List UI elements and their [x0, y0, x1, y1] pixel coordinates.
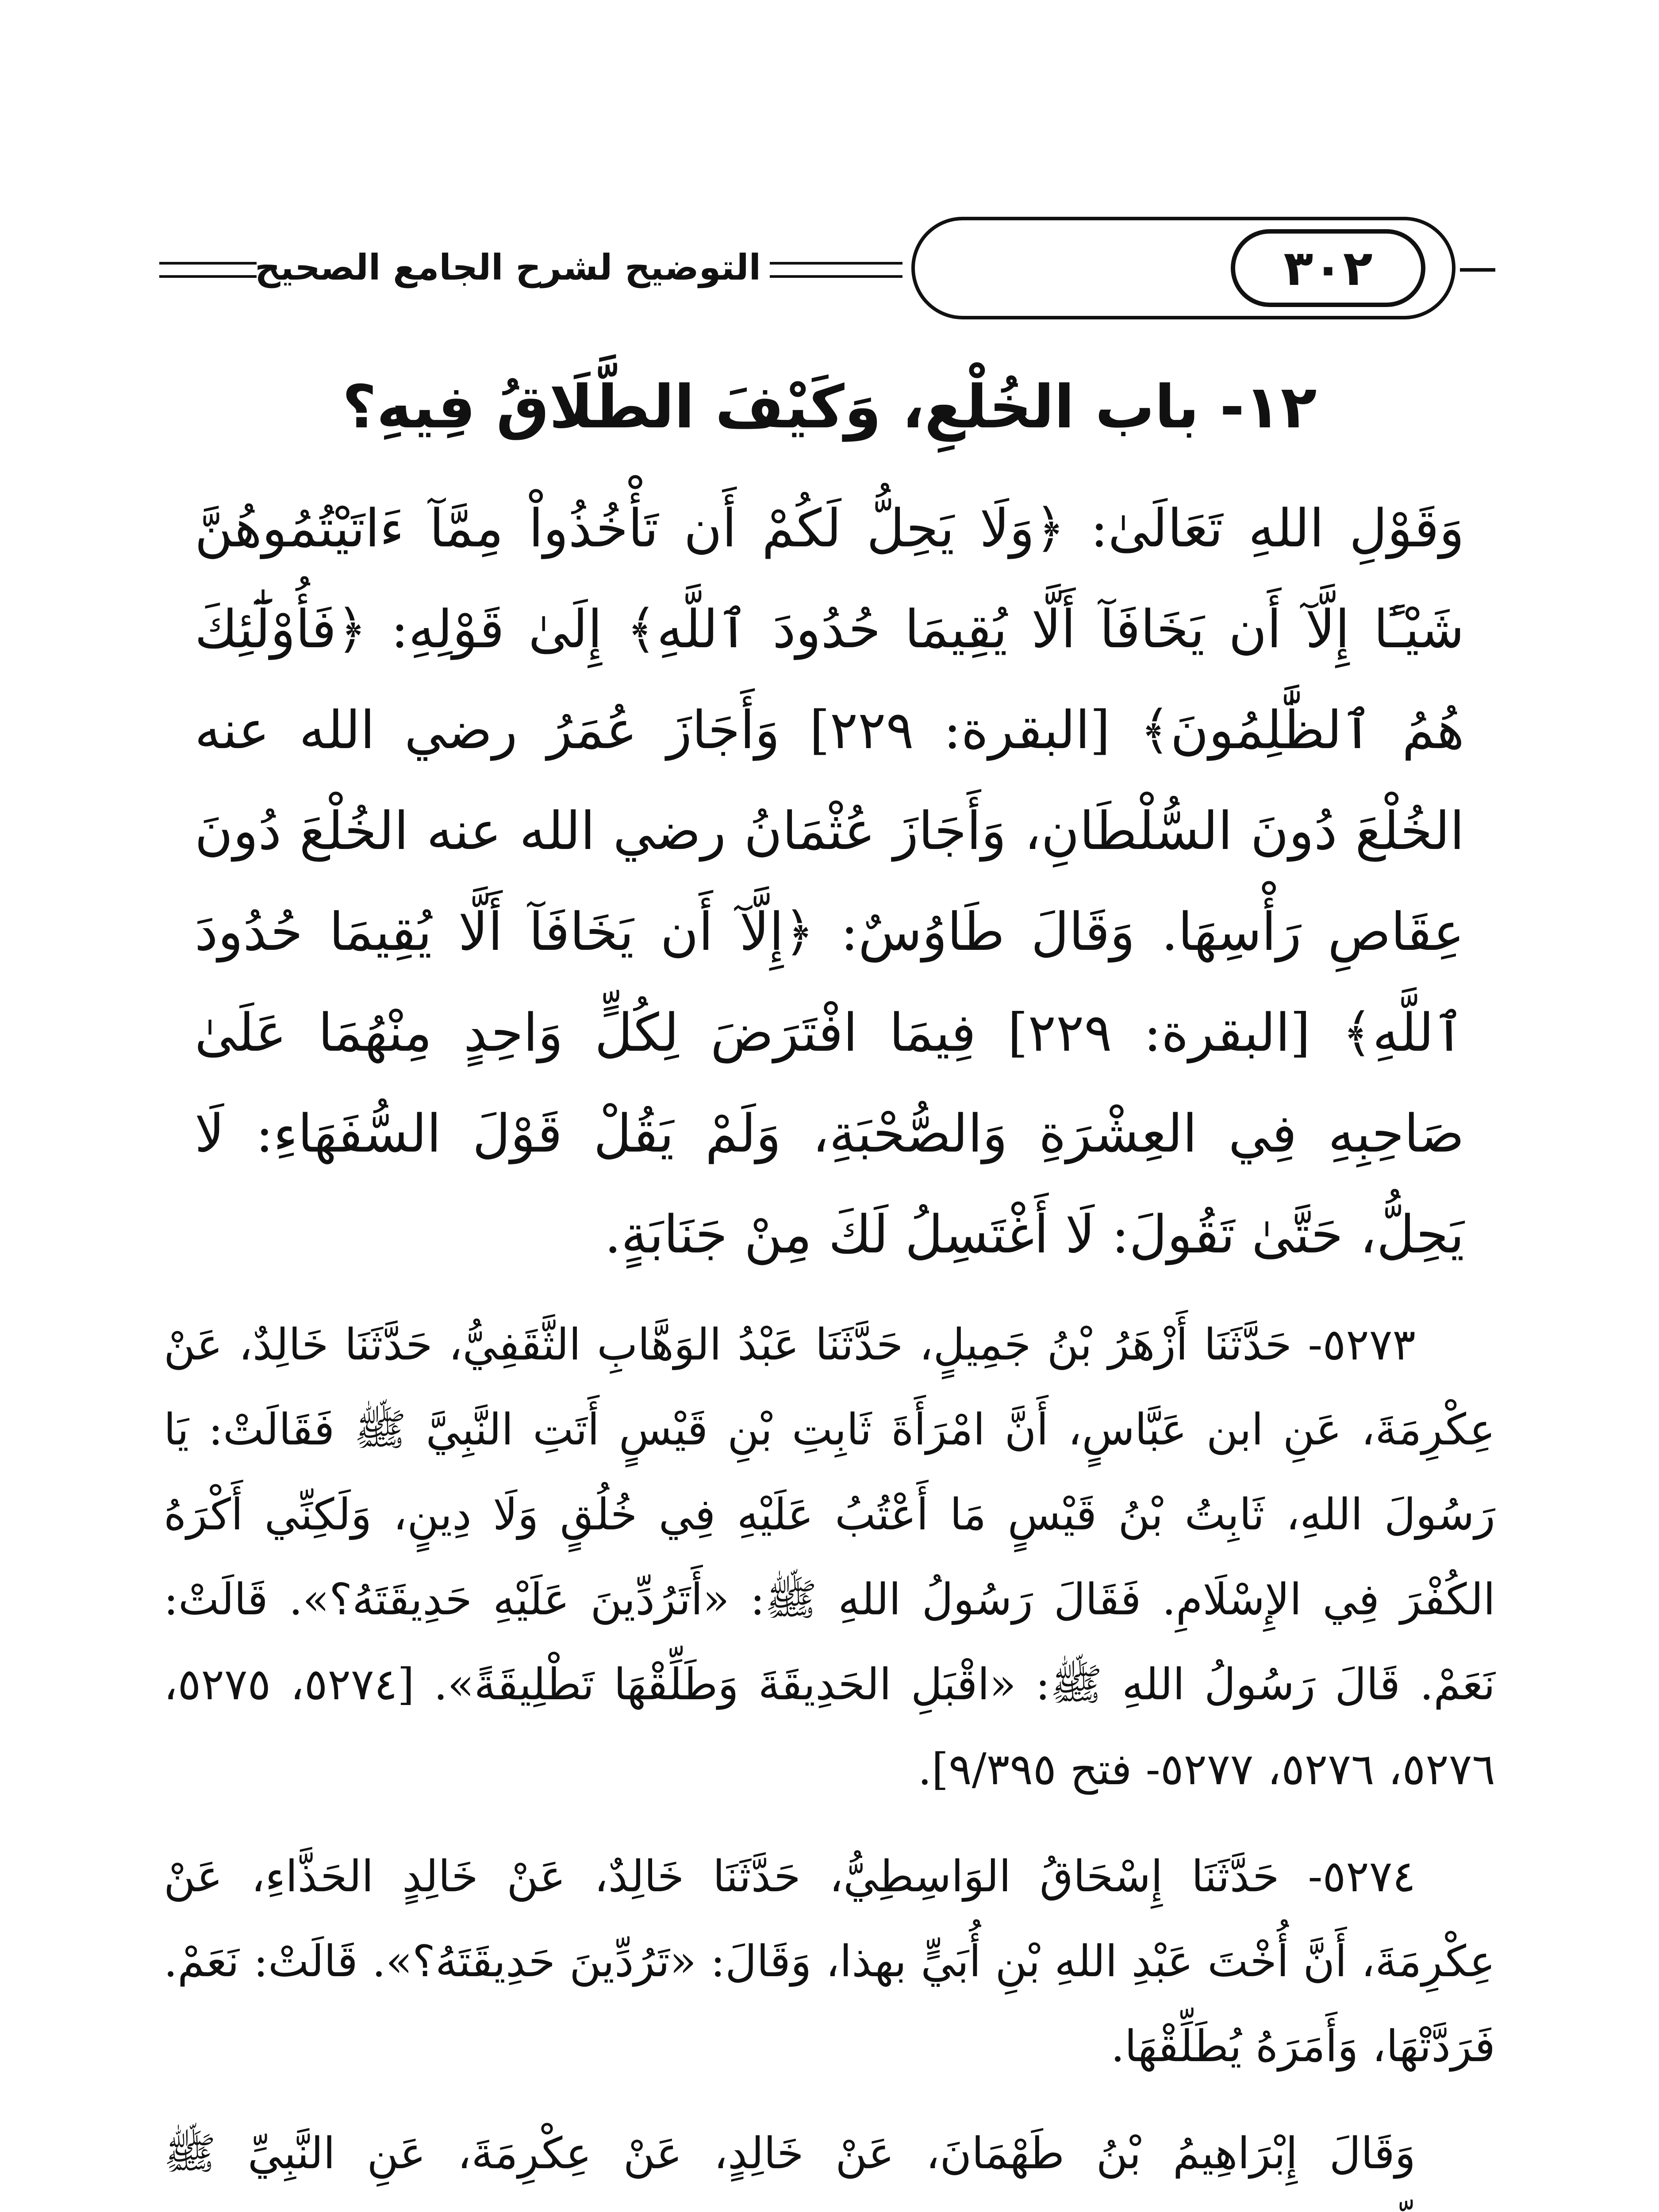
page-number-ornament [911, 217, 1455, 319]
header-rule [770, 275, 902, 278]
header-rule [159, 275, 257, 278]
chapter-title: ١٢- باب الخُلْعِ، وَكَيْفَ الطَّلَاقُ فِيهِ؟ [342, 373, 1317, 442]
page-body [164, 363, 1495, 2212]
page-number: ٣٠٢ [1231, 229, 1425, 307]
hadith-paragraph: ٥٢٧٣- حَدَّثَنَا أَزْهَرُ بْنُ جَمِيلٍ، حَدَّثَنَا عَبْدُ الوَهَّابِ الثَّقَفِيُّ، حَدَّثَنَا خَالِدٌ، عَنْ عِكْرِمَةَ، عَنِ ابن عَبَّاسٍ، أَنَّ امْرَأَةَ ثَابِتِ بْنِ قَيْسٍ أَتَتِ النَّبِيَّ ﷺ فَقَالَتْ: يَا رَسُولَ اللهِ، ثَابِتُ بْنُ قَيْسٍ مَا أَعْتُبُ عَلَيْهِ فِي خُلُقٍ وَلَا دِينٍ، وَلَكِنِّي أَكْرَهُ الكُفْرَ فِي الإِسْلَامِ. فَقَالَ رَسُولُ اللهِ ﷺ: «أَتَرُدِّينَ عَلَيْهِ حَدِيقَتَهُ؟». قَالَتْ: نَعَمْ. قَالَ رَسُولُ اللهِ ﷺ: «اقْبَلِ الحَدِيقَةَ وَطَلِّقْهَا تَطْلِيقَةً». [٥٢٧٤، ٥٢٧٥، ٥٢٧٦، ٥٢٧٦، ٥٢٧٧- فتح ٩/٣٩٥]. [164, 1320, 1496, 1795]
hadith-paragraph: ٥٢٧٤- حَدَّثَنَا إِسْحَاقُ الوَاسِطِيُّ، حَدَّثَنَا خَالِدٌ، عَنْ خَالِدٍ الحَذَّاءِ، عَنْ عِكْرِمَةَ، أَنَّ أُخْتَ عَبْدِ اللهِ بْنِ أُبَيٍّ بهذا، وَقَالَ: «تَرُدِّينَ حَدِيقَتَهُ؟». قَالَتْ: نَعَمْ. فَرَدَّتْهَا، وَأَمَرَهُ يُطَلِّقْهَا. [164, 1851, 1495, 2072]
chapter-intro-paragraph: وَقَوْلِ اللهِ تَعَالَىٰ: ﴿وَلَا يَحِلُّ لَكُمْ أَن تَأْخُذُواْ مِمَّآ ءَاتَيْتُمُوهُنَّ شَيْـًٔا إِلَّآ أَن يَخَافَآ أَلَّا يُقِيمَا حُدُودَ ٱللَّهِ﴾ إِلَىٰ قَوْلِهِ: ﴿فَأُوْلَٰٓئِكَ هُمُ ٱلظَّٰلِمُونَ﴾ [البقرة: ٢٢٩] وَأَجَازَ عُمَرُ رضي الله عنه الخُلْعَ دُونَ السُّلْطَانِ، وَأَجَازَ عُثْمَانُ رضي الله عنه الخُلْعَ دُونَ عِقَاصِ رَأْسِهَا. وَقَالَ طَاوُسٌ: ﴿إِلَّآ أَن يَخَافَآ أَلَّا يُقِيمَا حُدُودَ ٱللَّهِ﴾ [البقرة: ٢٢٩] فِيمَا افْتَرَضَ لِكُلٍّ وَاحِدٍ مِنْهُمَا عَلَىٰ صَاحِبِهِ فِي العِشْرَةِ وَالصُّحْبَةِ، وَلَمْ يَقُلْ قَوْلَ السُّفَهَاءِ: لَا يَحِلُّ، حَتَّىٰ تَقُولَ: لَا أَغْتَسِلُ لَكَ مِنْ جَنَابَةٍ. [195, 498, 1464, 1265]
header-rule [1460, 268, 1495, 272]
running-title: التوضيح لشرح الجامع الصحيح [255, 247, 761, 288]
hadith-paragraph: وَقَالَ إِبْرَاهِيمُ بْنُ طَهْمَانَ، عَنْ خَالِدٍ، عَنْ عِكْرِمَةَ، عَنِ النَّبِيِّ ﷺ [164, 2128, 1416, 2179]
running-header [159, 217, 1495, 323]
header-rule [770, 262, 902, 265]
header-rule [159, 262, 257, 265]
